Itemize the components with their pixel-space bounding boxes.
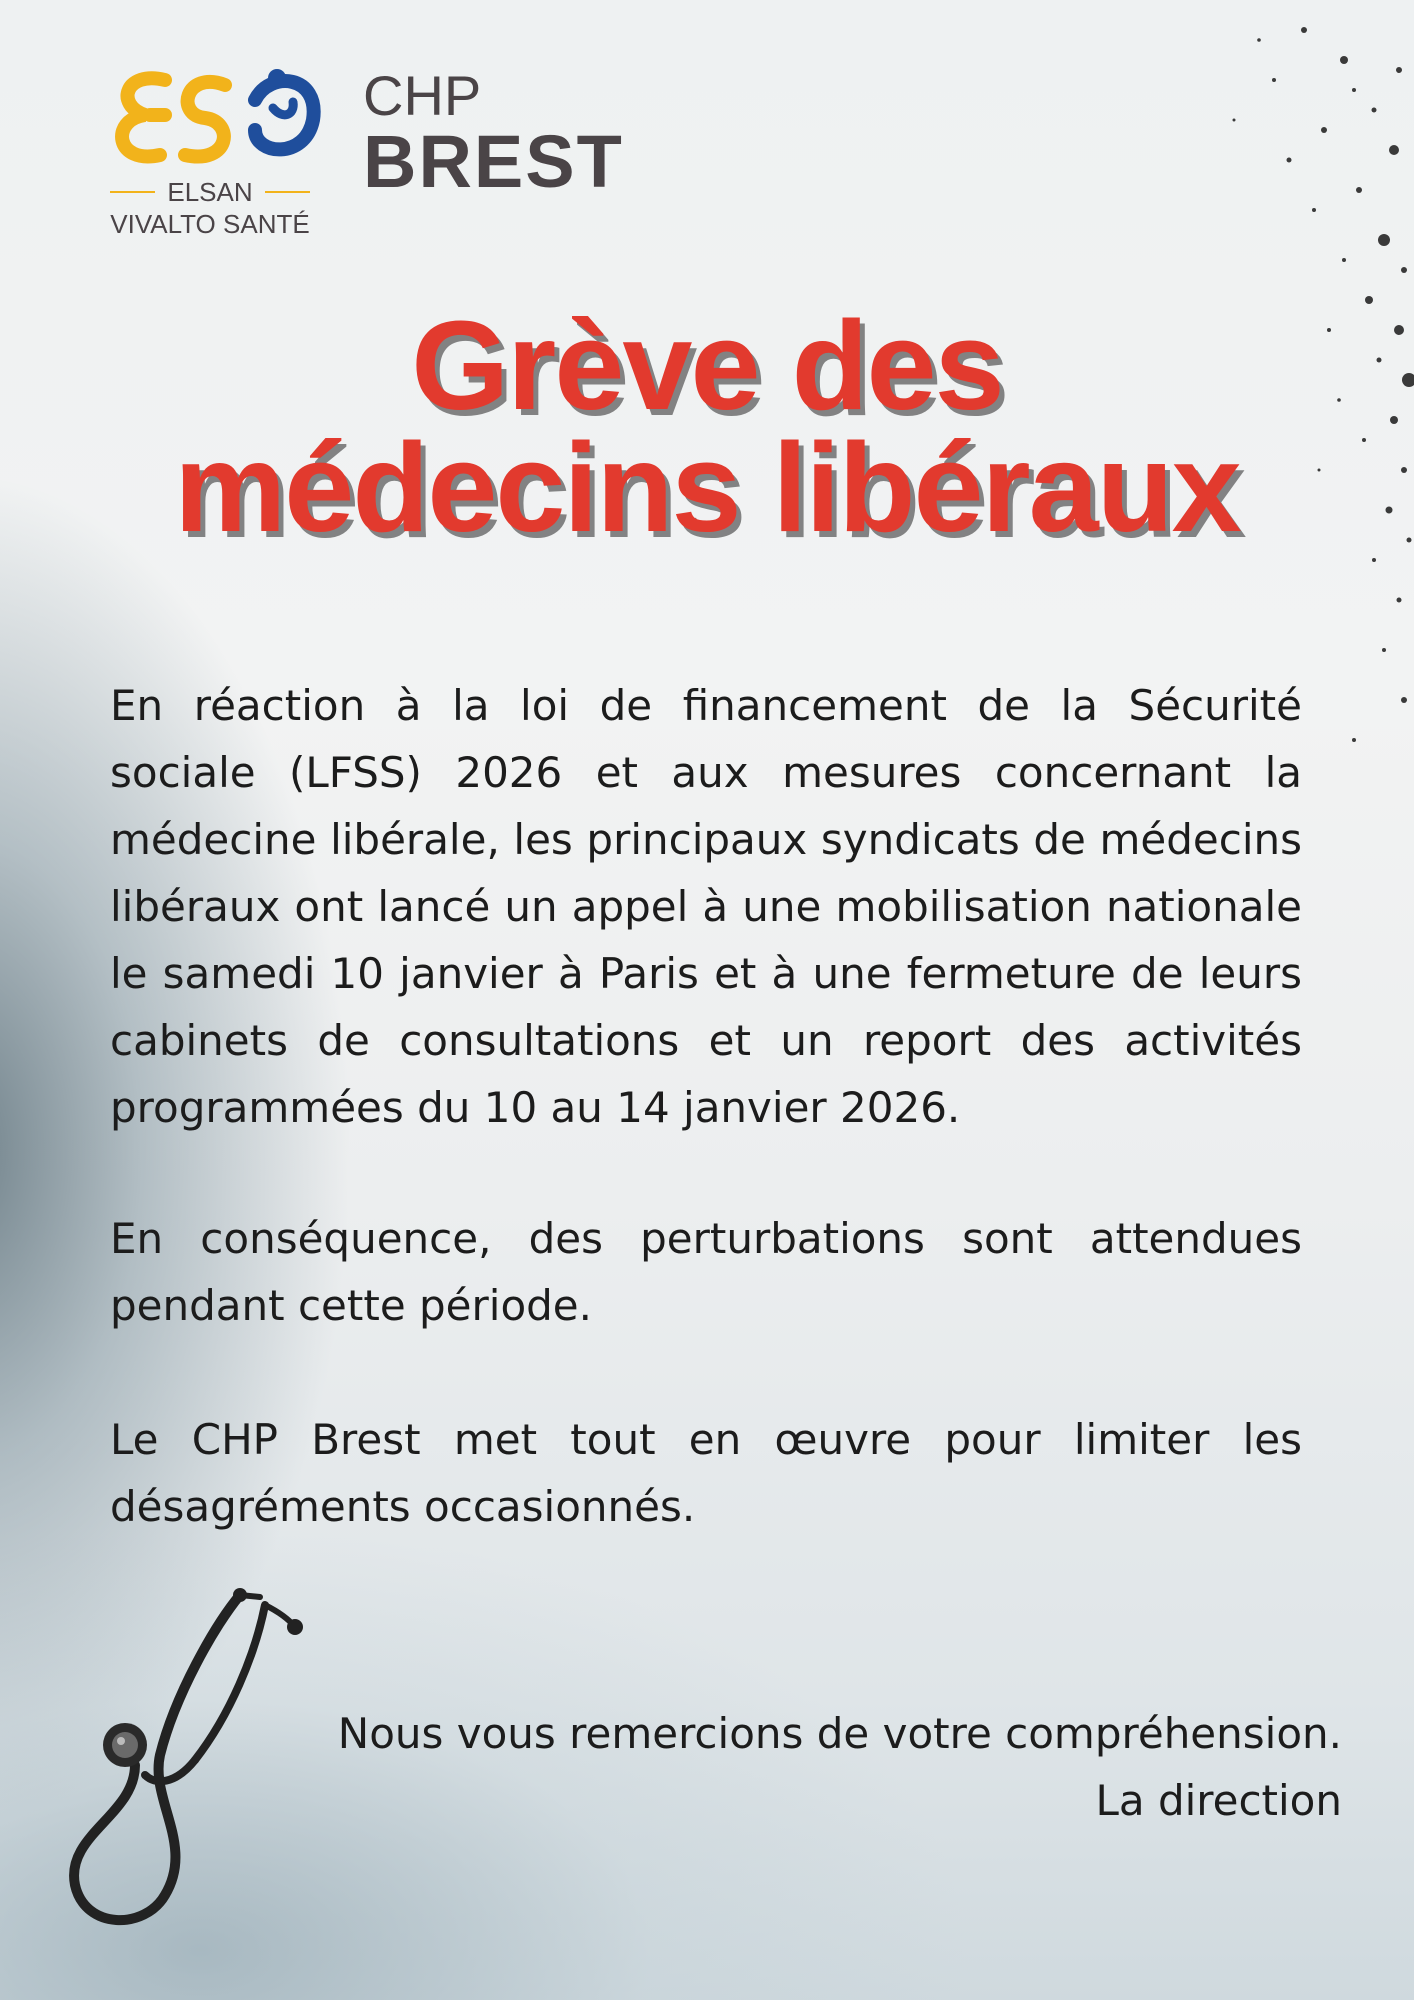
title-line-2: médecins libéraux [174, 417, 1240, 558]
elsan-vivalto-logo [105, 60, 625, 250]
title-line-1: Grève des [411, 295, 1003, 436]
header-logo-block [105, 60, 625, 255]
closing-thanks: Nous vous remercions de votre compréhension. [337, 1709, 1342, 1758]
paragraph-consequence: En conséquence, des perturbations sont attendues pendant cette période. [110, 1214, 1302, 1330]
paragraph-action: Le CHP Brest met tout en œuvre pour limiter les désagréments occasionnés. [110, 1415, 1302, 1531]
page-title [0, 295, 1414, 558]
stethoscope-icon [55, 1585, 315, 1945]
logo-text-vivalto: VIVALTO SANTÉ [110, 209, 310, 239]
hospital-name-line1: CHP [363, 64, 482, 127]
logo-text-elsan: ELSAN [167, 177, 253, 207]
closing-block [338, 1700, 1342, 1834]
hospital-name-line2: BREST [363, 120, 624, 203]
closing-signature: La direction [1095, 1776, 1342, 1825]
paragraph-context: En réaction à la loi de financement de la Sécurité sociale (LFSS) 2026 et aux mesures concernant la médecine libérale, les principaux syndicats de médecins libéraux ont lancé un appel à une mobilisation nationale le samedi 10 janvier à Paris et à une fermeture de leurs cabinets de consultations et un report des activités programmées du 10 au 14 janvier 2026. [110, 681, 1302, 1132]
